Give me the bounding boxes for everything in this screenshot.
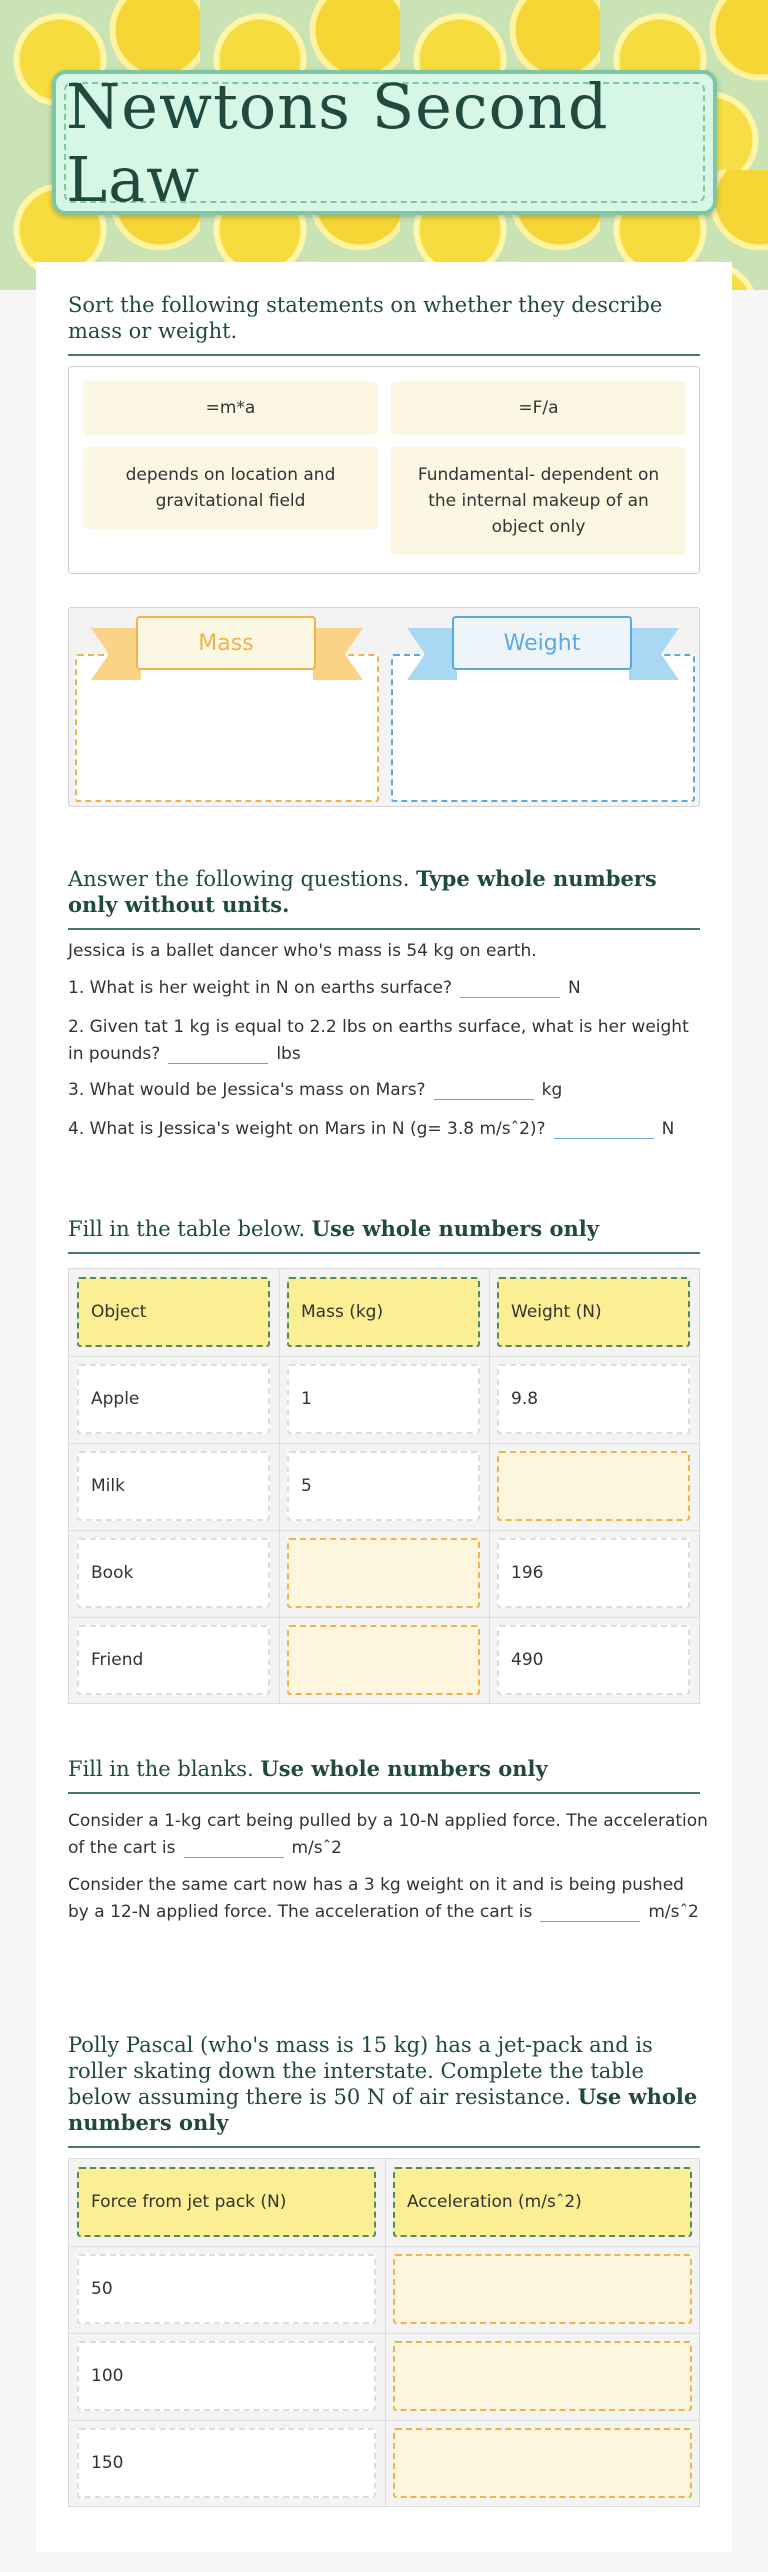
question-2: 2. Given tat 1 kg is equal to 2.2 lbs on earths surface, what is her weight in pounds? lbs bbox=[68, 1017, 689, 1064]
questions-heading: Answer the following questions. Type whole numbers only without units. bbox=[68, 866, 700, 930]
sort-chip[interactable]: =F/a bbox=[391, 381, 686, 435]
sort-chip-bank bbox=[68, 366, 700, 574]
jetpack-table bbox=[68, 2158, 700, 2507]
table-header-cell: Force from jet pack (N) bbox=[77, 2167, 376, 2237]
table-cell: Book bbox=[77, 1538, 270, 1608]
answer-input-cell[interactable] bbox=[287, 1625, 480, 1695]
sort-chip[interactable]: =m*a bbox=[83, 381, 378, 435]
table1-heading: Fill in the table below. Use whole numbers only bbox=[68, 1216, 700, 1254]
blanks-heading: Fill in the blanks. Use whole numbers only bbox=[68, 1756, 700, 1794]
answer-input-cell[interactable] bbox=[393, 2254, 692, 2324]
question-4: 4. What is Jessica's weight on Mars in N (g= 3.8 m/sˆ2)? N bbox=[68, 1119, 675, 1139]
table-cell: Milk bbox=[77, 1451, 270, 1521]
mass-ribbon-right bbox=[313, 628, 363, 680]
weight-bin-label: Weight bbox=[452, 616, 632, 670]
table-cell: 5 bbox=[287, 1451, 480, 1521]
blank-paragraph-2: Consider the same cart now has a 3 kg weight on it and is being pushed by a 12-N applied force. The acceleration of the cart is m/sˆ2 bbox=[68, 1875, 699, 1922]
sort-chip[interactable]: Fundamental- dependent on the internal makeup of an object only bbox=[391, 447, 686, 555]
table-cell: 196 bbox=[497, 1538, 690, 1608]
answer-input-cell[interactable] bbox=[393, 2341, 692, 2411]
worksheet bbox=[36, 262, 732, 2552]
answer-blank[interactable] bbox=[540, 1902, 640, 1922]
answer-blank[interactable] bbox=[434, 1080, 534, 1100]
page-title: Newtons Second Law bbox=[66, 69, 609, 216]
mass-ribbon-left bbox=[91, 628, 141, 680]
question-3: 3. What would be Jessica's mass on Mars? kg bbox=[68, 1080, 563, 1100]
answer-blank[interactable] bbox=[168, 1044, 268, 1064]
weight-ribbon-left bbox=[407, 628, 457, 680]
question-intro: Jessica is a ballet dancer who's mass is 54 kg on earth. bbox=[68, 941, 537, 961]
question-1: 1. What is her weight in N on earths surface? N bbox=[68, 978, 581, 998]
table-cell: 1 bbox=[287, 1364, 480, 1434]
table-cell: Apple bbox=[77, 1364, 270, 1434]
answer-blank[interactable] bbox=[554, 1119, 654, 1139]
sort-heading: Sort the following statements on whether they describe mass or weight. bbox=[68, 292, 700, 356]
table-cell: 100 bbox=[77, 2341, 376, 2411]
answer-blank[interactable] bbox=[460, 978, 560, 998]
title-card bbox=[52, 70, 717, 215]
table-cell: 50 bbox=[77, 2254, 376, 2324]
blank-paragraph-1: Consider a 1-kg cart being pulled by a 10-N applied force. The acceleration of the cart is m/sˆ2 bbox=[68, 1811, 708, 1858]
sort-chip[interactable]: depends on location and gravitational field bbox=[83, 447, 378, 529]
answer-input-cell[interactable] bbox=[287, 1538, 480, 1608]
mass-weight-table bbox=[68, 1268, 700, 1704]
table-header-cell: Weight (N) bbox=[497, 1277, 690, 1347]
table-cell: 490 bbox=[497, 1625, 690, 1695]
sort-drop-area bbox=[68, 607, 700, 807]
table-cell: 150 bbox=[77, 2428, 376, 2498]
table-header-cell: Mass (kg) bbox=[287, 1277, 480, 1347]
answer-input-cell[interactable] bbox=[393, 2428, 692, 2498]
mass-bin-label: Mass bbox=[136, 616, 316, 670]
answer-input-cell[interactable] bbox=[497, 1451, 690, 1521]
jetpack-heading: Polly Pascal (who's mass is 15 kg) has a jet-pack and is roller skating down the interstate. Complete the table below assuming there is 50 N of air resistance. Use whole numbers only bbox=[68, 2032, 700, 2148]
table-cell: 9.8 bbox=[497, 1364, 690, 1434]
answer-blank[interactable] bbox=[184, 1838, 284, 1858]
table-cell: Friend bbox=[77, 1625, 270, 1695]
weight-ribbon-right bbox=[629, 628, 679, 680]
table-header-cell: Object bbox=[77, 1277, 270, 1347]
table-header-cell: Acceleration (m/sˆ2) bbox=[393, 2167, 692, 2237]
